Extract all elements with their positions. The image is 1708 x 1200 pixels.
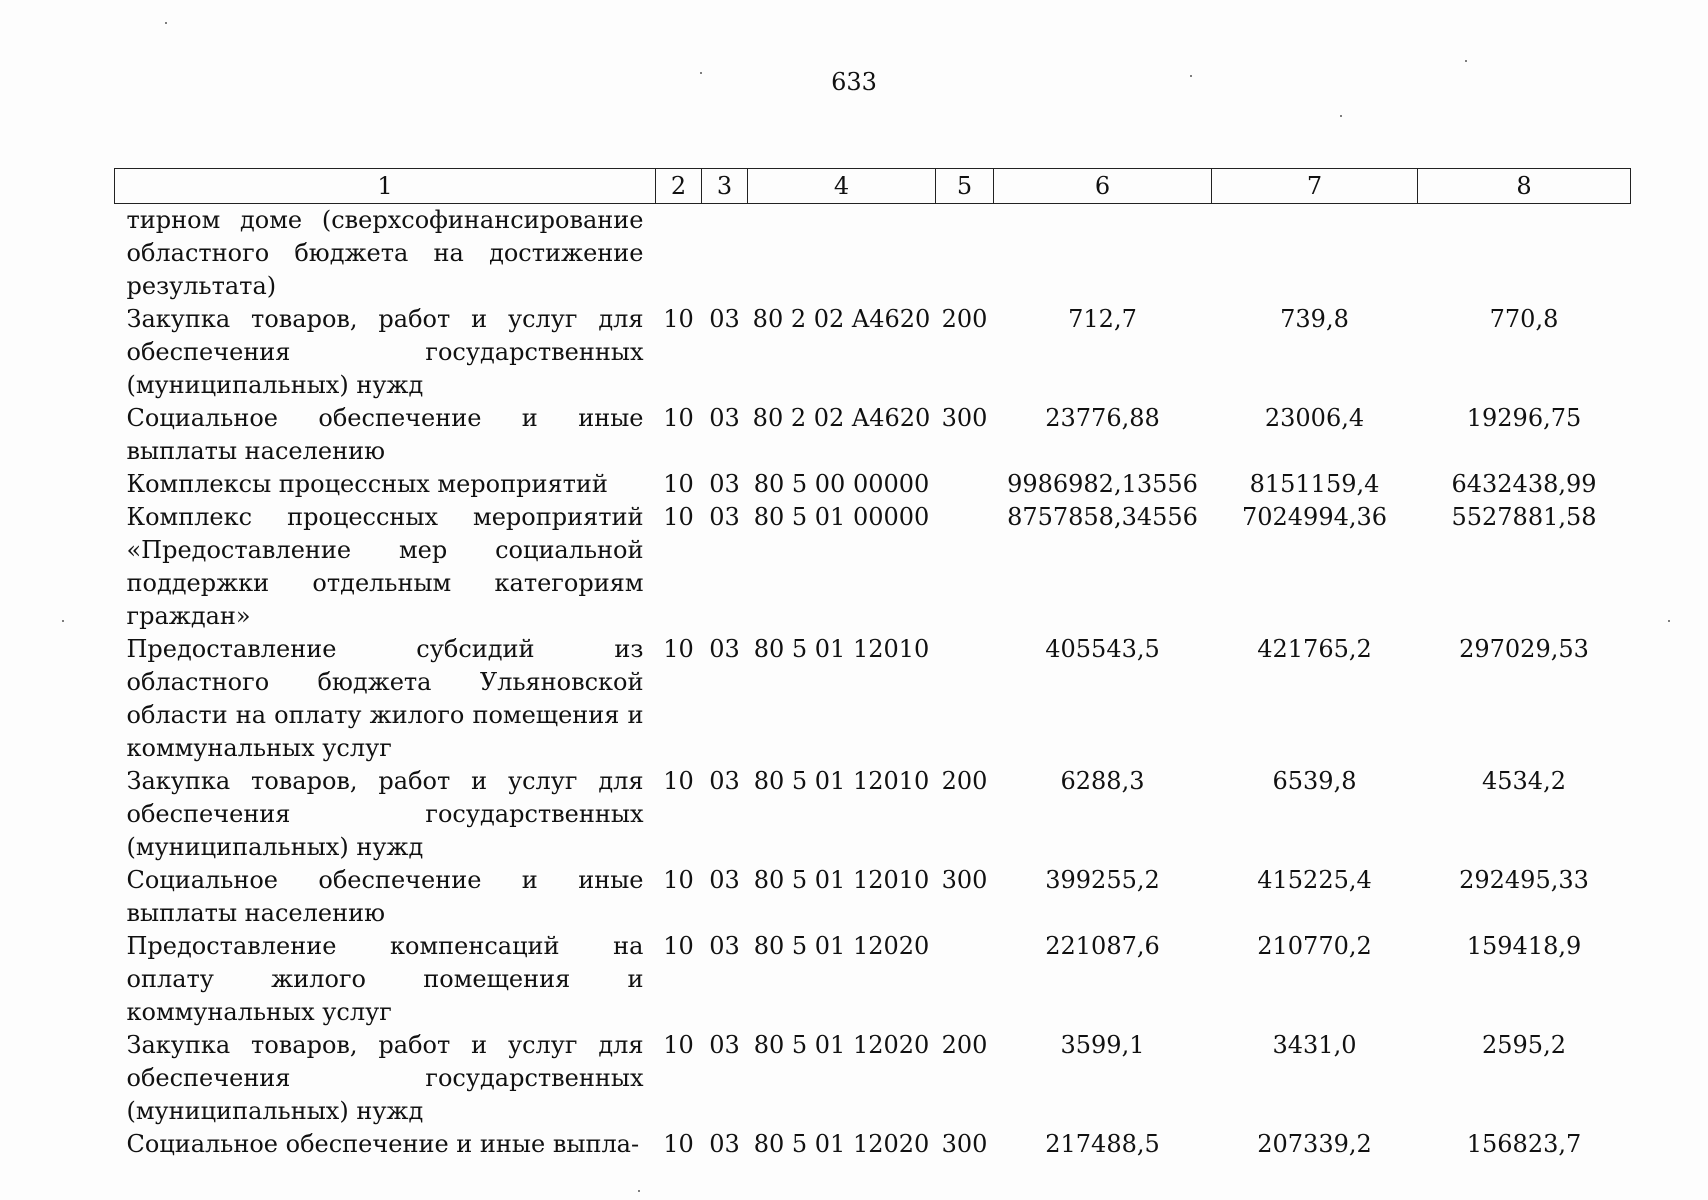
expense-type-cell: 200 [941, 305, 988, 333]
subsection-code-cell: 03 [709, 404, 740, 432]
value-col8-cell [1418, 204, 1631, 304]
target-article-cell: 80 5 00 00000 [753, 470, 930, 498]
expense-type-cell [936, 930, 994, 1029]
table-row [115, 930, 1631, 1029]
target-article-cell: 80 5 01 00000 [753, 503, 930, 531]
table-row [115, 204, 1631, 304]
column-header: 7 [1212, 169, 1418, 204]
value-col6-cell: 405543,5 [1045, 635, 1160, 663]
value-col7-cell: 210770,2 [1257, 932, 1372, 960]
value-col6-cell: 3599,1 [1060, 1031, 1145, 1059]
subsection-code-cell: 03 [709, 305, 740, 333]
subsection-code-cell: 03 [709, 866, 740, 894]
section-code-cell: 10 [663, 470, 694, 498]
scan-speck [62, 620, 64, 622]
value-col7-cell: 207339,2 [1257, 1130, 1372, 1158]
value-col7-cell: 415225,4 [1257, 866, 1372, 894]
value-col8-cell: 159418,9 [1466, 932, 1582, 960]
value-col8-cell: 2595,2 [1482, 1031, 1566, 1059]
value-col7-cell: 23006,4 [1264, 404, 1365, 432]
budget-table [114, 168, 1631, 1161]
table-row [115, 864, 1631, 930]
scan-speck [1465, 60, 1467, 62]
section-code-cell: 10 [663, 404, 694, 432]
value-col7-cell [1212, 204, 1418, 304]
row-name-cell: Социальное обеспечение и иные выпла- [126, 1130, 640, 1158]
scan-speck [1190, 75, 1192, 77]
expense-type-cell [936, 204, 994, 304]
target-article-cell: 80 5 01 12020 [753, 1031, 930, 1059]
value-col7-cell: 421765,2 [1257, 635, 1372, 663]
section-code-cell: 10 [663, 932, 694, 960]
section-code-cell: 10 [663, 1130, 694, 1158]
value-col7-cell: 6539,8 [1272, 767, 1357, 795]
target-article-cell: 80 2 02 A4620 [752, 305, 931, 333]
value-col8-cell: 6432438,99 [1451, 470, 1597, 498]
value-col6-cell [994, 204, 1212, 304]
expense-type-cell [936, 633, 994, 765]
target-article-cell [748, 204, 936, 304]
expense-type-cell: 300 [941, 1130, 988, 1158]
column-header: 3 [702, 169, 748, 204]
value-col6-cell: 23776,88 [1045, 404, 1160, 432]
subsection-code-cell: 03 [709, 503, 740, 531]
subsection-code-cell: 03 [709, 1130, 740, 1158]
row-name-cell: Закупка товаров, работ и услуг для обеспечения государственных (муниципальных) нужд [126, 767, 644, 861]
section-code-cell: 10 [663, 767, 694, 795]
target-article-cell: 80 5 01 12010 [753, 635, 930, 663]
column-header: 5 [936, 169, 994, 204]
value-col6-cell: 712,7 [1068, 305, 1137, 333]
scan-speck [1668, 620, 1670, 622]
subsection-code-cell: 03 [709, 470, 740, 498]
expense-type-cell: 300 [941, 866, 988, 894]
value-col6-cell: 6288,3 [1060, 767, 1145, 795]
subsection-code-cell: 03 [709, 635, 740, 663]
value-col8-cell: 4534,2 [1482, 767, 1566, 795]
section-code-cell: 10 [663, 503, 694, 531]
scan-speck [638, 1190, 640, 1192]
target-article-cell: 80 2 02 A4620 [752, 404, 931, 432]
value-col8-cell: 156823,7 [1466, 1130, 1582, 1158]
value-col7-cell: 3431,0 [1272, 1031, 1357, 1059]
expense-type-cell [936, 468, 994, 501]
value-col8-cell: 19296,75 [1466, 404, 1582, 432]
row-name-cell: Комплекс процессных мероприятий «Предоставление мер социальной поддержки отдельным категориям граждан» [126, 503, 644, 630]
value-col6-cell: 399255,2 [1045, 866, 1160, 894]
value-col8-cell: 5527881,58 [1451, 503, 1597, 531]
value-col7-cell: 8151159,4 [1249, 470, 1380, 498]
table-header-row [115, 169, 1631, 204]
row-name-cell: Социальное обеспечение и иные выплаты населению [126, 404, 644, 465]
value-col8-cell: 770,8 [1489, 305, 1559, 333]
column-header: 6 [994, 169, 1212, 204]
scan-speck [700, 72, 702, 74]
expense-type-cell: 300 [941, 404, 988, 432]
column-header: 2 [656, 169, 702, 204]
table-row [115, 633, 1631, 765]
value-col6-cell: 8757858,34556 [1007, 503, 1198, 531]
value-col7-cell: 7024994,36 [1241, 503, 1388, 531]
table-row [115, 303, 1631, 402]
table-row [115, 1128, 1631, 1161]
scan-speck [165, 22, 167, 24]
page-number: 633 [831, 68, 877, 96]
subsection-code-cell: 03 [709, 767, 740, 795]
section-code-cell: 10 [663, 1031, 694, 1059]
target-article-cell: 80 5 01 12010 [753, 866, 930, 894]
row-name-cell: Комплексы процессных мероприятий [126, 470, 608, 498]
target-article-cell: 80 5 01 12010 [753, 767, 930, 795]
subsection-code-cell: 03 [709, 932, 740, 960]
column-header: 8 [1418, 169, 1631, 204]
expense-type-cell: 200 [941, 767, 988, 795]
value-col8-cell: 292495,33 [1459, 866, 1589, 894]
section-code-cell: 10 [663, 305, 694, 333]
value-col6-cell: 9986982,13556 [1007, 470, 1198, 498]
value-col6-cell: 217488,5 [1045, 1130, 1160, 1158]
section-code-cell: 10 [663, 866, 694, 894]
table-row [115, 468, 1631, 501]
subsection-code-cell [702, 204, 748, 304]
row-name-cell: Закупка товаров, работ и услуг для обеспечения государственных (муниципальных) нужд [126, 305, 644, 399]
section-code-cell [656, 204, 702, 304]
value-col7-cell: 739,8 [1280, 305, 1349, 333]
row-name-cell: Закупка товаров, работ и услуг для обеспечения государственных (муниципальных) нужд [126, 1031, 644, 1125]
expense-type-cell: 200 [941, 1031, 988, 1059]
value-col8-cell: 297029,53 [1459, 635, 1589, 663]
scan-speck [1340, 115, 1342, 117]
value-col6-cell: 221087,6 [1045, 932, 1160, 960]
expense-type-cell [936, 501, 994, 633]
subsection-code-cell: 03 [709, 1031, 740, 1059]
table-row [115, 402, 1631, 468]
target-article-cell: 80 5 01 12020 [753, 932, 930, 960]
table-row [115, 501, 1631, 633]
row-name-cell: Предоставление субсидий из областного бюджета Ульяновской области на оплату жилого помещения и коммунальных услуг [126, 635, 644, 762]
target-article-cell: 80 5 01 12020 [753, 1130, 930, 1158]
section-code-cell: 10 [663, 635, 694, 663]
row-name-cell: Предоставление компенсаций на оплату жилого помещения и коммунальных услуг [126, 932, 644, 1026]
row-name-cell: Социальное обеспечение и иные выплаты населению [126, 866, 644, 927]
column-header: 4 [748, 169, 936, 204]
table-row [115, 1029, 1631, 1128]
column-header: 1 [115, 169, 656, 204]
table-row [115, 765, 1631, 864]
row-name-cell: тирном доме (сверхсофинансирование областного бюджета на достижение результата) [126, 206, 644, 300]
